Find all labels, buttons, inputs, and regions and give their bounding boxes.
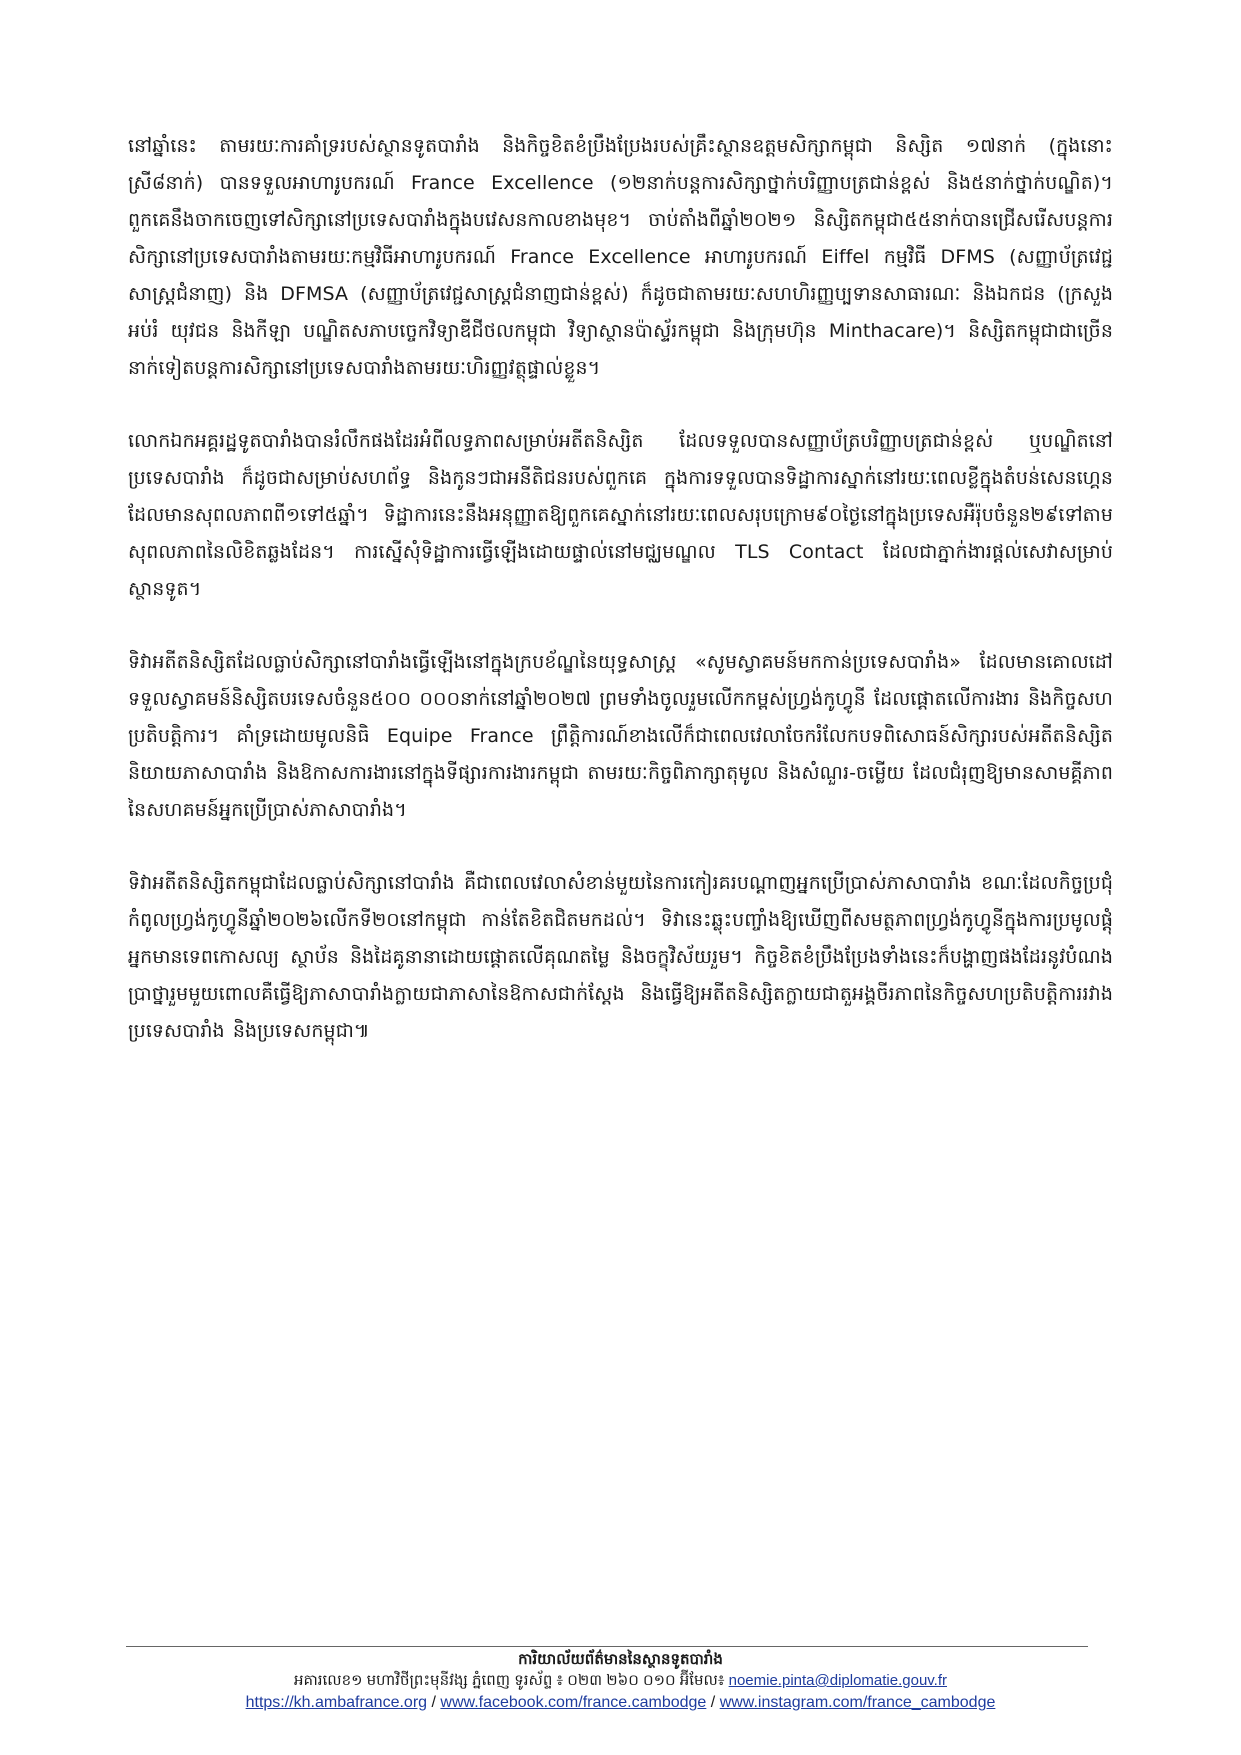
footer-web-links: [0, 1692, 1241, 1714]
paragraph-scholarships: នៅឆ្នាំនេះ តាមរយៈការគាំទ្ររបស់ស្ថានទូតបារាំង និងកិច្ចខិតខំប្រឹងប្រែងរបស់គ្រឹះស្ថានឧត្តមសិក្សាកម្ពុជា និស្សិត ១៧នាក់ (ក្នុងនោះស្រី៨នាក់) បានទទួលអាហារូបករណ៍ France Excellence (១២នាក់បន្តការសិក្សាថ្នាក់បរិញ្ញាបត្រជាន់ខ្ពស់ និង៥នាក់ថ្នាក់បណ្ឌិត)។ ពួកគេនឹងចាកចេញទៅសិក្សានៅប្រទេសបារាំងក្នុងបវេសនកាលខាងមុខ។ ចាប់តាំងពីឆ្នាំ២០២១ និស្សិតកម្ពុជា៥៥នាក់បានជ្រើសរើសបន្តការសិក្សានៅប្រទេសបារាំងតាមរយៈកម្មវិធីអាហារូបករណ៍ France Excellence អាហារូបករណ៍ Eiffel កម្មវិធី DFMS (សញ្ញាប័ត្រវេជ្ជសាស្ត្រជំនាញ) និង DFMSA (សញ្ញាប័ត្រវេជ្ជសាស្ត្រជំនាញជាន់ខ្ពស់) ក៏ដូចជាតាមរយៈសហហិរញ្ញប្បទានសាធារណៈ និងឯកជន (ក្រសួងអប់រំ យុវជន និងកីឡា បណ្ឌិតសភាបច្ចេកវិទ្យាឌីជីថលកម្ពុជា វិទ្យាស្ថានប៉ាស្ទ័រកម្ពុជា និងក្រុមហ៊ុន Minthacare)។ និស្សិតកម្ពុជាជាច្រើននាក់ទៀតបន្តការសិក្សានៅប្រទេសបារាំងតាមរយៈហិរញ្ញវត្ថុផ្ទាល់ខ្លួន។: [128, 135, 1113, 379]
website-link[interactable]: https://kh.ambafrance.org: [245, 1694, 428, 1711]
link-separator: /: [710, 1694, 716, 1711]
link-separator: /: [431, 1694, 436, 1711]
paragraph-alumni-day: ទិវាអតីតនិស្សិតដែលធ្លាប់សិក្សានៅបារាំងធ្វើឡើងនៅក្នុងក្របខ័ណ្ឌនៃយុទ្ធសាស្ត្រ «សូមស្វាគមន៍មកកាន់ប្រទេសបារាំង» ដែលមានគោលដៅទទួលស្វាគមន៍និស្សិតបរទេសចំនួន៥០០ ០០០នាក់នៅឆ្នាំ២០២៧ ព្រមទាំងចូលរួមលើកកម្ពស់ហ្វ្រង់កូហ្វូនី ដែលផ្តោតលើការងារ និងកិច្ចសហប្រតិបត្តិការ។ គាំទ្រដោយមូលនិធិ Equipe France ព្រឹត្តិការណ៍ខាងលើក៏ជាពេលវេលាចែករំលែកបទពិសោធន៍សិក្សារបស់អតីតនិស្សិតនិយាយភាសាបារាំង និងឱកាសការងារនៅក្នុងទីផ្សារការងារកម្ពុជា តាមរយៈកិច្ចពិភាក្សាតុមូល និងសំណួរ-ចម្លើយ ដែលជំរុញឱ្យមានសាមគ្គីភាពនៃសហគមន៍អ្នកប្រើប្រាស់ភាសាបារាំង។: [128, 651, 1113, 821]
footer-email-link[interactable]: noemie.pinta@diplomatie.gouv.fr: [728, 1672, 948, 1689]
footer-office-name: ការិយាល័យព័ត៌មាននៃស្ថានទូតបារាំង: [518, 1651, 723, 1668]
footer-address: អគារលេខ១ មហាវិថីព្រះមុនីវង្ស ភ្នំពេញ ទូរស័ព្ទ ៖ ០២៣ ២៦០ ០១០ អ៊ីមែល៖: [293, 1672, 725, 1689]
paragraph-francophonie: ទិវាអតីតនិស្សិតកម្ពុជាដែលធ្លាប់សិក្សានៅបារាំង គឺជាពេលវេលាសំខាន់មួយនៃការកៀរគរបណ្តាញអ្នកប្រើប្រាស់ភាសាបារាំង ខណៈដែលកិច្ចប្រជុំកំពូលហ្វ្រង់កូហ្វូនីឆ្នាំ២០២៦លើកទី២០នៅកម្ពុជា កាន់តែខិតជិតមកដល់។ ទិវានេះឆ្លុះបញ្ចាំងឱ្យឃើញពីសមត្ថភាពហ្វ្រង់កូហ្វូនីក្នុងការប្រមូលផ្តុំអ្នកមានទេពកោសល្យ ស្ថាប័ន និងដៃគូនានាដោយផ្តោតលើគុណតម្លៃ និងចក្ខុវិស័យរួម។ កិច្ចខិតខំប្រឹងប្រែងទាំងនេះក៏បង្ហាញផងដែរនូវបំណងប្រាថ្នារួមមួយពោលគឺធ្វើឱ្យភាសាបារាំងក្លាយជាភាសានៃឱកាសជាក់ស្តែង និងធ្វើឱ្យអតីតនិស្សិតក្លាយជាតួអង្គចីរភាពនៃកិច្ចសហប្រតិបត្តិការរវាងប្រទេសបារាំង និងប្រទេសកម្ពុជា៕: [128, 872, 1113, 1042]
article-body: [128, 128, 1113, 1086]
footer-contact-line: [0, 1670, 1241, 1692]
footer: [0, 1648, 1241, 1714]
paragraph-visa: លោកឯកអគ្គរដ្ឋទូតបារាំងបានរំលឹកផងដែរអំពីលទ្ធភាពសម្រាប់អតីតនិស្សិត ដែលទទួលបានសញ្ញាប័ត្របរិញ្ញាបត្រជាន់ខ្ពស់ ឬបណ្ឌិតនៅប្រទេសបារាំង ក៏ដូចជាសម្រាប់សហព័ទ្ធ និងកូនៗជាអនីតិជនរបស់ពួកគេ ក្នុងការទទួលបានទិដ្ឋាការស្នាក់នៅរយៈពេលខ្លីក្នុងតំបន់សេនហ្គេន ដែលមានសុពលភាពពី១ទៅ៥ឆ្នាំ។ ទិដ្ឋាការនេះនឹងអនុញ្ញាតឱ្យពួកគេស្នាក់នៅរយៈពេលសរុបក្រោម៩០ថ្ងៃនៅក្នុងប្រទេសអឺរ៉ុបចំនួន២៩ទៅតាមសុពលភាពនៃលិខិតឆ្លងដែន។ ការស្នើសុំទិដ្ឋាការធ្វើឡើងដោយផ្ទាល់នៅមជ្ឈមណ្ឌល TLS Contact ដែលជាភ្នាក់ងារផ្តល់សេវាសម្រាប់ស្ថានទូត។: [128, 430, 1113, 600]
instagram-link[interactable]: www.instagram.com/france_cambodge: [719, 1694, 996, 1711]
footer-divider: [126, 1646, 1088, 1647]
facebook-link[interactable]: www.facebook.com/france.cambodge: [440, 1694, 707, 1711]
